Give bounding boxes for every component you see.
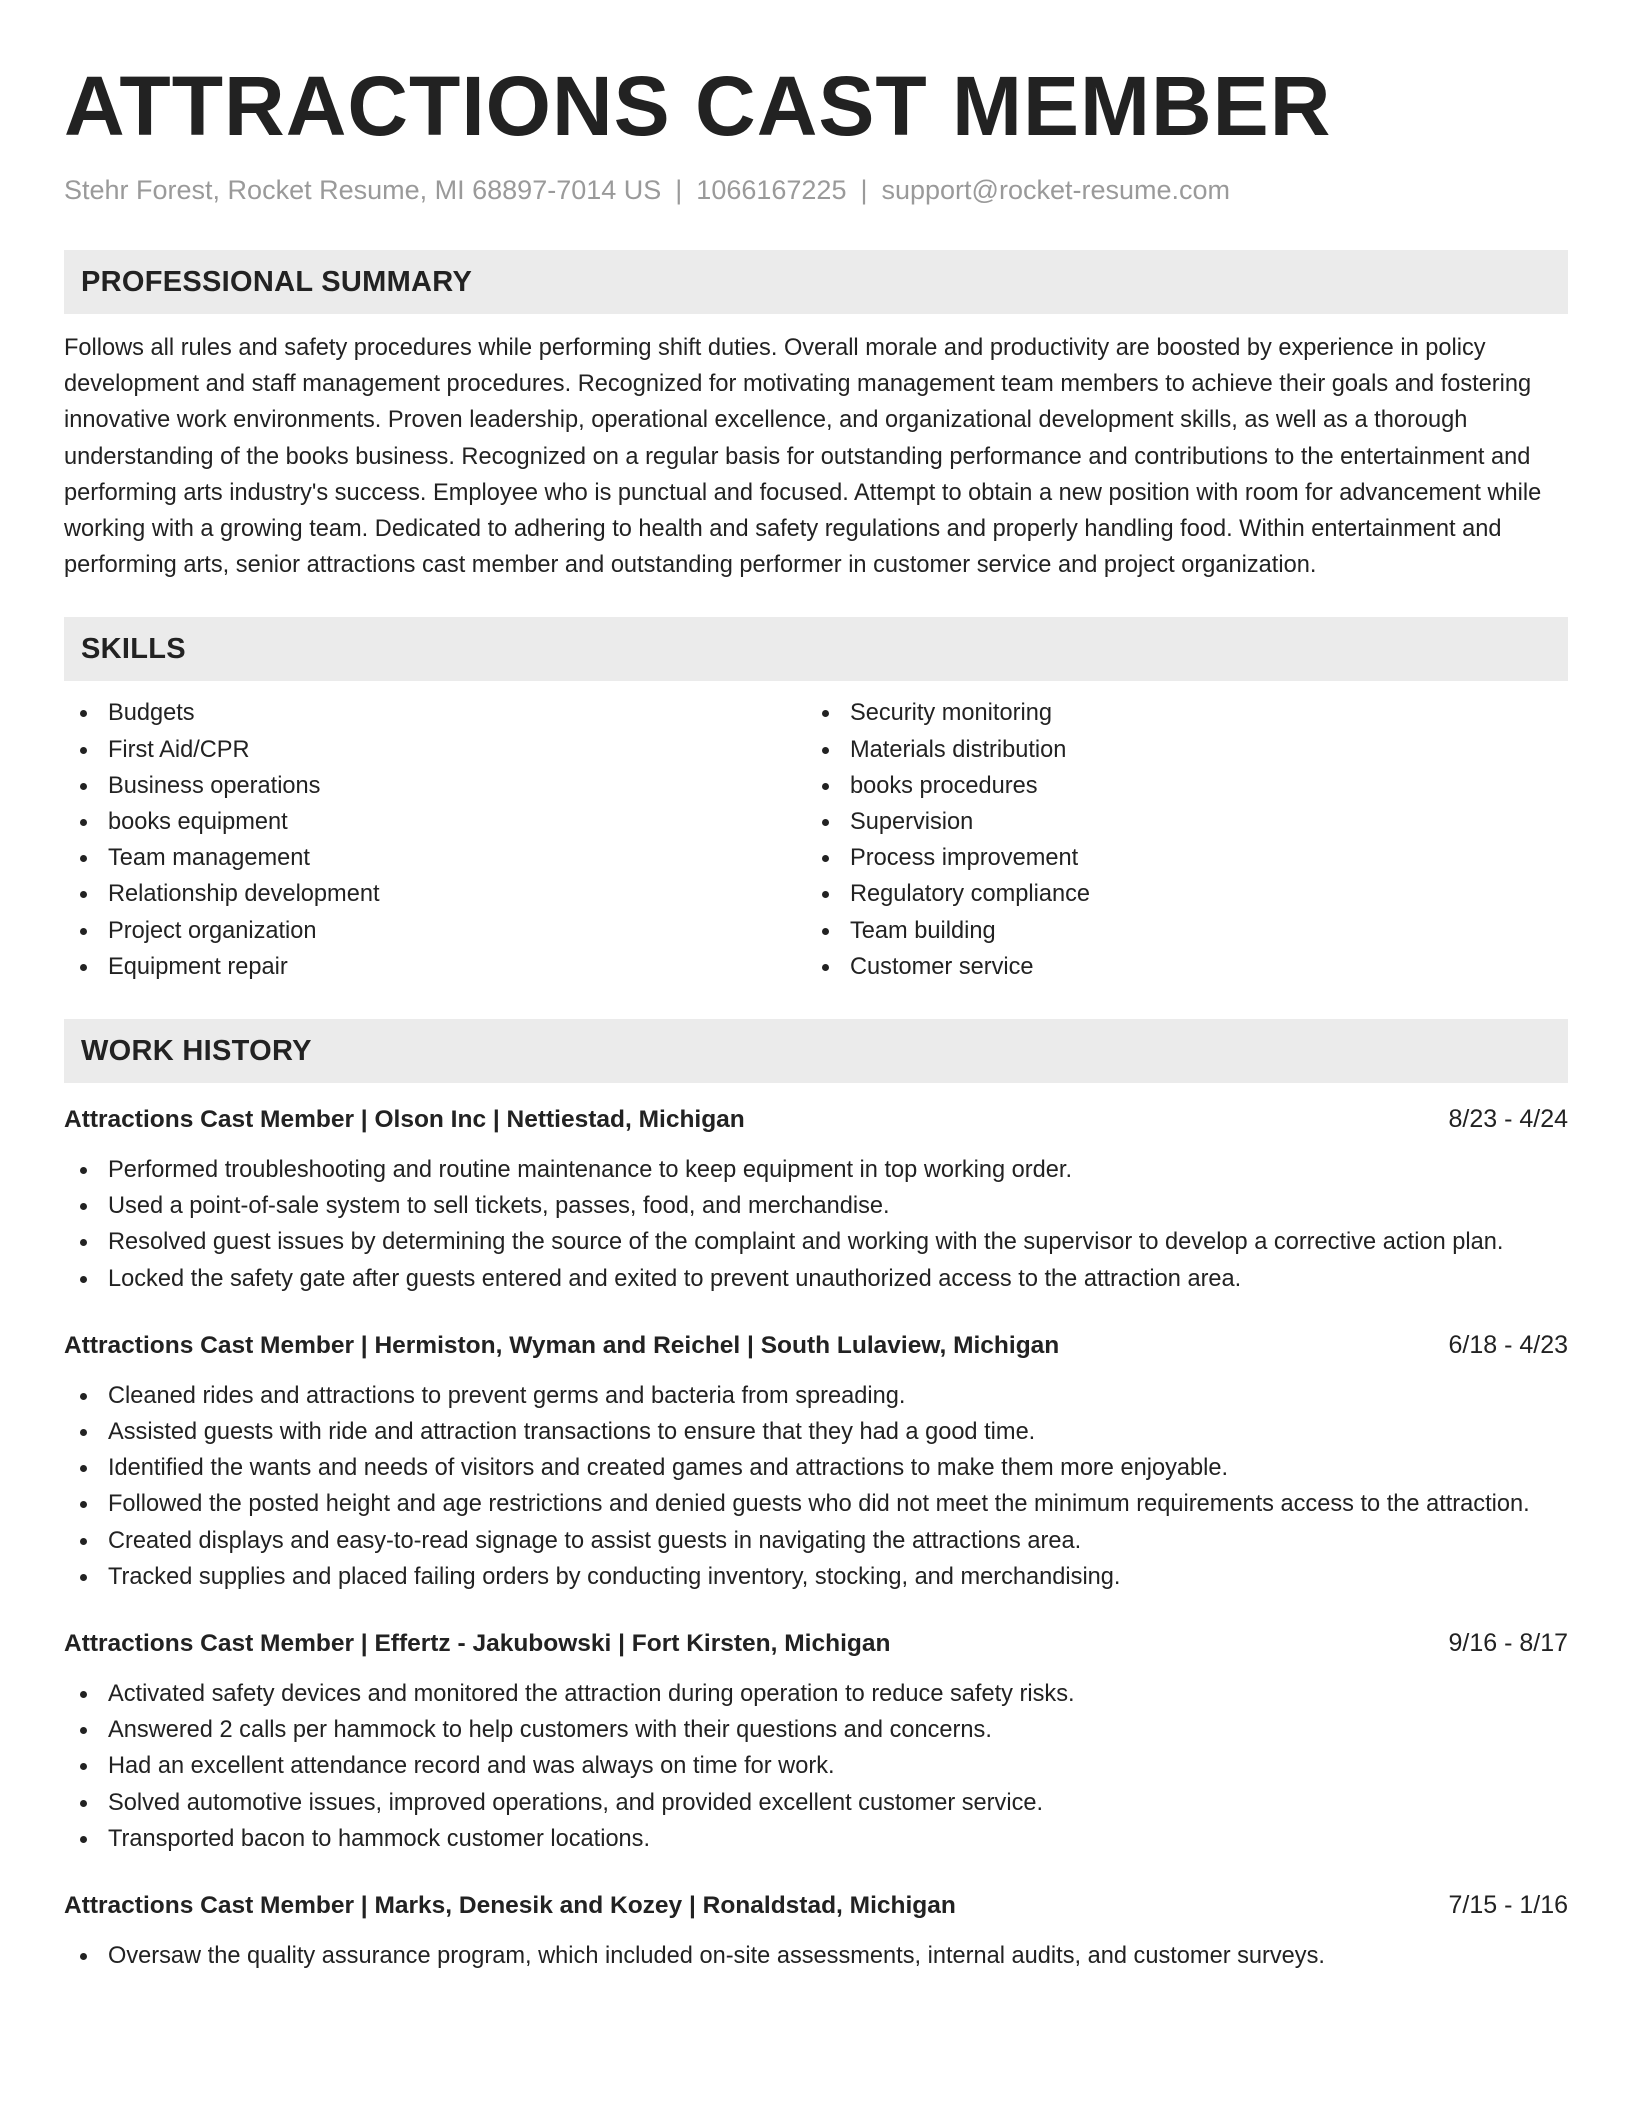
job-dates: 8/23 - 4/24 (1448, 1105, 1568, 1134)
job-bullet: Oversaw the quality assurance program, which included on-site assessments, internal audits, and customer surveys. (64, 1938, 1568, 1974)
section-heading-work-history: WORK HISTORY (64, 1019, 1568, 1083)
job-bullet: Resolved guest issues by determining the source of the complaint and working with the supervisor to develop a corrective action plan. (64, 1224, 1568, 1260)
job-bullet-list (64, 1378, 1568, 1595)
contact-separator: | (675, 175, 683, 205)
job-entry (64, 1327, 1568, 1595)
job-header (64, 1887, 1568, 1924)
job-title: Attractions Cast Member | Marks, Denesik and Kozey | Ronaldstad, Michigan (64, 1892, 956, 1920)
job-title: Attractions Cast Member | Effertz - Jakubowski | Fort Kirsten, Michigan (64, 1630, 891, 1658)
skills-columns (64, 695, 1568, 985)
skill-item: Customer service (806, 949, 1548, 985)
job-bullet-list (64, 1676, 1568, 1857)
skill-item: Process improvement (806, 840, 1548, 876)
skill-item: Regulatory compliance (806, 876, 1548, 912)
job-bullet: Locked the safety gate after guests entered and exited to prevent unauthorized access to the attraction area. (64, 1261, 1568, 1297)
skill-item: Relationship development (64, 876, 806, 912)
skill-item: Team management (64, 840, 806, 876)
section-heading-summary: PROFESSIONAL SUMMARY (64, 250, 1568, 314)
job-header (64, 1101, 1568, 1138)
job-bullet-list (64, 1938, 1568, 1974)
skill-item: Project organization (64, 913, 806, 949)
job-entry (64, 1101, 1568, 1297)
skill-item: Team building (806, 913, 1548, 949)
skill-item: Equipment repair (64, 949, 806, 985)
job-header (64, 1625, 1568, 1662)
job-bullet-list (64, 1152, 1568, 1297)
job-header (64, 1327, 1568, 1364)
job-bullet: Tracked supplies and placed failing orders by conducting inventory, stocking, and merchandising. (64, 1559, 1568, 1595)
job-dates: 7/15 - 1/16 (1448, 1891, 1568, 1920)
job-title: Attractions Cast Member | Hermiston, Wyman and Reichel | South Lulaview, Michigan (64, 1331, 1060, 1359)
skills-list-left (64, 695, 806, 985)
skill-item: Business operations (64, 768, 806, 804)
job-bullet: Cleaned rides and attractions to prevent germs and bacteria from spreading. (64, 1378, 1568, 1414)
job-entry (64, 1625, 1568, 1857)
job-bullet: Activated safety devices and monitored the attraction during operation to reduce safety risks. (64, 1676, 1568, 1712)
contact-separator: | (860, 175, 868, 205)
job-dates: 9/16 - 8/17 (1448, 1629, 1568, 1658)
contact-phone: 1066167225 (696, 175, 847, 205)
skills-list-right (806, 695, 1548, 985)
job-bullet: Followed the posted height and age restrictions and denied guests who did not meet the minimum requirements access to the attraction. (64, 1486, 1568, 1522)
job-bullet: Transported bacon to hammock customer locations. (64, 1821, 1568, 1857)
contact-line (64, 172, 1568, 208)
contact-email[interactable]: support@rocket-resume.com (881, 175, 1231, 205)
job-bullet: Had an excellent attendance record and was always on time for work. (64, 1748, 1568, 1784)
job-bullet: Assisted guests with ride and attraction transactions to ensure that they had a good time. (64, 1414, 1568, 1450)
job-entry (64, 1887, 1568, 1974)
job-bullet: Solved automotive issues, improved operations, and provided excellent customer service. (64, 1785, 1568, 1821)
skill-item: books procedures (806, 768, 1548, 804)
skill-item: Security monitoring (806, 695, 1548, 731)
job-dates: 6/18 - 4/23 (1448, 1330, 1568, 1359)
contact-address: Stehr Forest, Rocket Resume, MI 68897-7014 US (64, 175, 662, 205)
skill-item: Materials distribution (806, 732, 1548, 768)
job-bullet: Created displays and easy-to-read signage to assist guests in navigating the attractions area. (64, 1523, 1568, 1559)
skill-item: First Aid/CPR (64, 732, 806, 768)
job-title: Attractions Cast Member | Olson Inc | Nettiestad, Michigan (64, 1106, 745, 1134)
job-bullet: Identified the wants and needs of visitors and created games and attractions to make them more enjoyable. (64, 1450, 1568, 1486)
skill-item: Budgets (64, 695, 806, 731)
summary-text: Follows all rules and safety procedures while performing shift duties. Overall morale and productivity are boosted by experience in policy development and staff management procedures. Recognized for motivating management team members to achieve their goals and fostering innovative work environments. Proven leadership, operational excellence, and organizational development skills, as well as a thorough understanding of the books business. Recognized on a regular basis for outstanding performance and contributions to the entertainment and performing arts industry's success. Employee who is punctual and focused. Attempt to obtain a new position with room for advancement while working with a growing team. Dedicated to adhering to health and safety regulations and properly handling food. Within entertainment and performing arts, senior attractions cast member and outstanding performer in customer service and project organization. (64, 335, 1542, 579)
job-bullet: Used a point-of-sale system to sell tickets, passes, food, and merchandise. (64, 1188, 1568, 1224)
job-bullet: Performed troubleshooting and routine maintenance to keep equipment in top working order. (64, 1152, 1568, 1188)
candidate-name: ATTRACTIONS CAST MEMBER (64, 59, 1332, 153)
job-bullet: Answered 2 calls per hammock to help customers with their questions and concerns. (64, 1712, 1568, 1748)
skill-item: books equipment (64, 804, 806, 840)
skill-item: Supervision (806, 804, 1548, 840)
section-heading-skills: SKILLS (64, 617, 1568, 681)
